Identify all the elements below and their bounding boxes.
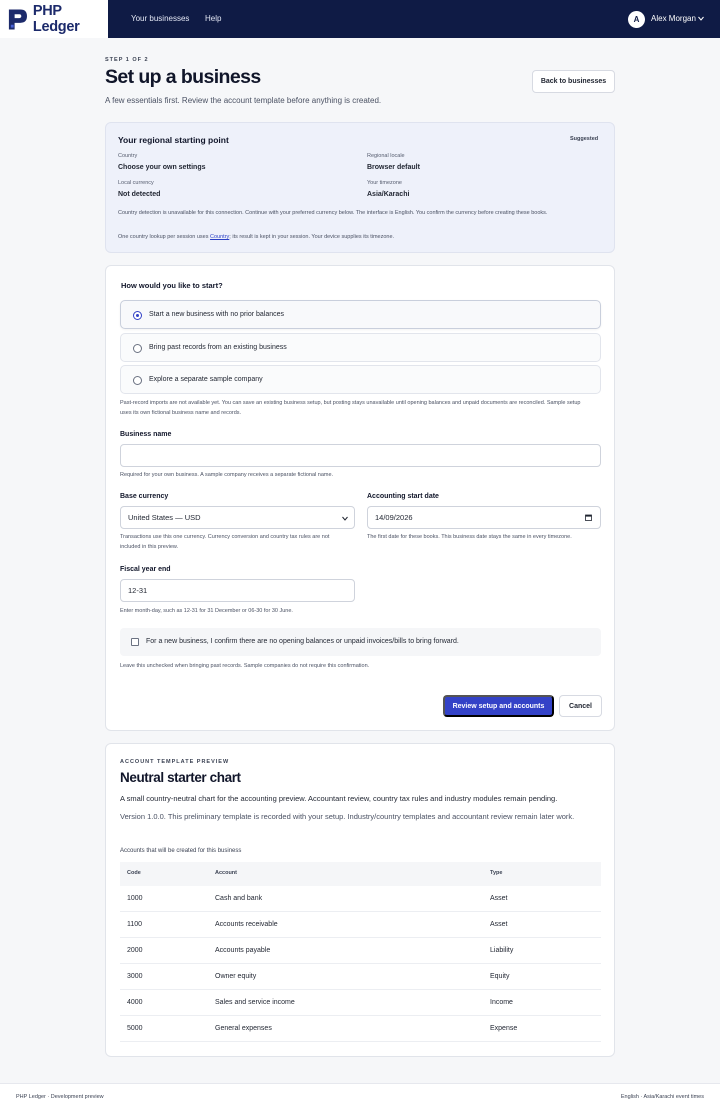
radio-new-business[interactable] (133, 311, 142, 320)
options-help: Past-record imports are not available yet. You can save an existing business setup, but posting stays unavailable until opening balances and unpaid documents are reconciled. Sample setup uses its own fictional business name and records. (120, 400, 581, 416)
column-type: Type (490, 870, 503, 876)
account-type: Liability (490, 947, 514, 954)
column-account: Account (215, 870, 237, 876)
regional-starting-point-card (105, 122, 615, 253)
account-code: 1000 (127, 895, 143, 902)
top-nav (0, 0, 720, 38)
start-date-help: The first date for these books. This business date stays the same in every timezone. (367, 534, 572, 540)
suggested-badge: Suggested (570, 136, 599, 142)
account-name: Cash and bank (215, 895, 263, 902)
locale-label: Regional locale (367, 153, 405, 159)
calendar-icon[interactable] (585, 514, 592, 521)
start-date-value: 14/09/2026 (375, 513, 413, 522)
account-code: 4000 (127, 999, 143, 1006)
ledger-logo-icon (7, 7, 29, 32)
country-link[interactable]: Country (210, 234, 230, 240)
lookup-note-prefix: One country lookup per session uses (118, 234, 211, 240)
locale-value: Browser default (367, 164, 420, 171)
start-date-label: Accounting start date (367, 493, 439, 500)
regional-card-title: Your regional starting point (118, 135, 229, 145)
start-date-input[interactable] (367, 506, 601, 529)
fiscal-year-end-help: Enter month-day, such as 12-31 for 31 December or 06-30 for 30 June. (120, 608, 293, 614)
country-label: Country (118, 153, 138, 159)
detection-note: Country detection is unavailable for this connection. Continue with your preferred currency below. The interface is English. You confirm the currency before creating these books. (118, 210, 548, 216)
base-currency-value: United States — USD (128, 513, 201, 522)
account-name: Owner equity (215, 973, 257, 980)
table-row (120, 886, 601, 912)
brand-name: PHP Ledger (32, 3, 80, 35)
footer-right: English · Asia/Karachi event times (620, 1094, 704, 1100)
table-row (120, 938, 601, 964)
user-name[interactable]: Alex Morgan (651, 14, 696, 23)
nav-your-businesses[interactable]: Your businesses (131, 14, 190, 23)
account-template-card (105, 743, 615, 1057)
page-title: Set up a business (105, 66, 261, 88)
back-to-businesses-button[interactable]: Back to businesses (532, 70, 615, 93)
template-title: Neutral starter chart (120, 770, 241, 785)
account-type: Income (490, 999, 513, 1006)
no-balances-label: For a new business, I confirm there are no opening balances or unpaid invoices/bills to bring forward. (146, 638, 459, 645)
option-sample-company-label: Explore a separate sample company (149, 376, 263, 383)
start-question: How would you like to start? (121, 281, 223, 290)
step-indicator: STEP 1 OF 2 (105, 57, 149, 63)
template-description: A small country-neutral chart for the accounting preview. Accountant review, country tax rules and industry modules remain pending. (120, 794, 558, 803)
no-balances-checkbox[interactable] (131, 638, 139, 646)
review-setup-button[interactable]: Review setup and accounts (443, 695, 554, 717)
timezone-value: Asia/Karachi (367, 191, 410, 198)
confirmation-help: Leave this unchecked when bringing past records. Sample companies do not require this confirmation. (120, 663, 370, 669)
base-currency-help: Transactions use this one currency. Currency conversion and country tax rules are not included in this preview. (120, 534, 330, 550)
column-code: Code (127, 870, 141, 876)
option-sample-company[interactable] (120, 365, 601, 394)
nav-help[interactable]: Help (205, 14, 222, 23)
no-balances-confirmation[interactable] (120, 628, 601, 656)
accounts-table-caption: Accounts that will be created for this business (120, 848, 242, 854)
business-name-help: Required for your own business. A sample company receives a separate fictional name. (120, 472, 334, 478)
account-name: Sales and service income (215, 999, 295, 1006)
timezone-label: Your timezone (367, 180, 402, 186)
table-row (120, 964, 601, 990)
local-currency-label: Local currency (118, 180, 154, 186)
option-new-business[interactable] (120, 300, 601, 329)
account-code: 3000 (127, 973, 143, 980)
account-name: Accounts receivable (215, 921, 278, 928)
business-name-label: Business name (120, 431, 172, 438)
account-type: Equity (490, 973, 510, 980)
account-code: 1100 (127, 921, 143, 928)
account-code: 2000 (127, 947, 143, 954)
option-new-business-label: Start a new business with no prior balances (149, 311, 285, 318)
template-version: Version 1.0.0. This preliminary template is recorded with your setup. Industry/country templates and accountant review remain later work. (120, 812, 575, 821)
table-row (120, 990, 601, 1016)
country-value: Choose your own settings (118, 164, 206, 171)
footer-left: PHP Ledger · Development preview (16, 1094, 104, 1100)
page-subtitle: A few essentials first. Review the account template before anything is created. (105, 96, 382, 105)
account-type: Expense (490, 1025, 518, 1032)
fiscal-year-end-label: Fiscal year end (120, 566, 171, 573)
radio-past-records[interactable] (133, 344, 142, 353)
template-kicker: ACCOUNT TEMPLATE PREVIEW (120, 759, 230, 765)
page-footer (0, 1083, 720, 1110)
table-row (120, 912, 601, 938)
base-currency-label: Base currency (120, 493, 169, 500)
avatar[interactable]: A (628, 11, 645, 28)
account-name: General expenses (215, 1025, 272, 1032)
radio-sample-company[interactable] (133, 376, 142, 385)
account-type: Asset (490, 921, 508, 928)
base-currency-select[interactable] (120, 506, 355, 529)
option-past-records[interactable] (120, 333, 601, 362)
account-type: Asset (490, 895, 508, 902)
chevron-down-icon[interactable] (698, 16, 704, 21)
brand-logo[interactable] (0, 0, 108, 38)
lookup-note (118, 232, 606, 242)
setup-form-card (105, 265, 615, 731)
lookup-note-suffix: ; its result is kept in your session. Your device supplies its timezone. (229, 234, 395, 240)
accounts-table-header (120, 862, 601, 886)
chevron-down-icon (342, 516, 348, 521)
option-past-records-label: Bring past records from an existing business (149, 344, 287, 351)
account-name: Accounts payable (215, 947, 271, 954)
table-row (120, 1016, 601, 1042)
accounts-table (120, 862, 601, 1042)
account-code: 5000 (127, 1025, 143, 1032)
cancel-button[interactable]: Cancel (559, 695, 602, 717)
fiscal-year-end-input[interactable]: 12-31 (120, 579, 355, 602)
business-name-input[interactable] (120, 444, 601, 467)
local-currency-value: Not detected (118, 191, 161, 198)
